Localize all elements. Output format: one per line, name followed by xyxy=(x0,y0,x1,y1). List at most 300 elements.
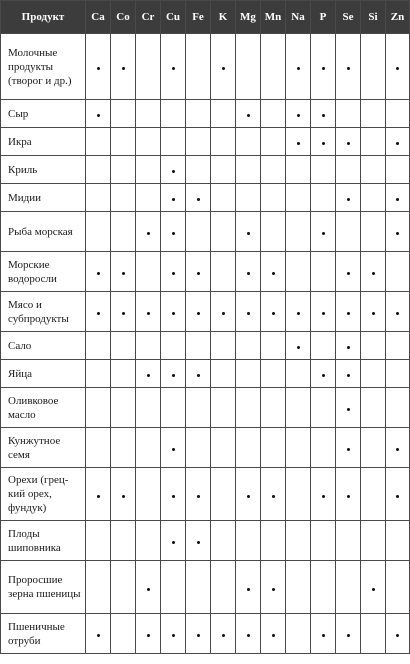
element-cell-na xyxy=(286,428,311,468)
element-cell-k xyxy=(211,428,236,468)
element-cell-si xyxy=(361,128,386,156)
element-cell-cr xyxy=(136,521,161,561)
element-cell-zn xyxy=(386,360,410,388)
element-cell-cr xyxy=(136,128,161,156)
presence-dot xyxy=(122,67,125,70)
element-cell-fe xyxy=(186,212,211,252)
product-name: Мидии xyxy=(1,184,86,212)
presence-dot xyxy=(247,312,250,315)
presence-dot xyxy=(297,67,300,70)
element-cell-cu xyxy=(161,360,186,388)
element-cell-se xyxy=(336,128,361,156)
header-element-se: Se xyxy=(336,1,361,34)
element-cell-zn xyxy=(386,332,410,360)
product-name: Сало xyxy=(1,332,86,360)
presence-dot xyxy=(322,495,325,498)
presence-dot xyxy=(172,448,175,451)
header-element-mn: Mn xyxy=(261,1,286,34)
table-body xyxy=(1,34,410,654)
product-name: Яйца xyxy=(1,360,86,388)
element-cell-p xyxy=(311,100,336,128)
element-cell-cu xyxy=(161,252,186,292)
element-cell-k xyxy=(211,614,236,654)
element-cell-mn xyxy=(261,360,286,388)
element-cell-co xyxy=(111,100,136,128)
element-cell-co xyxy=(111,614,136,654)
element-cell-k xyxy=(211,468,236,521)
presence-dot xyxy=(97,312,100,315)
presence-dot xyxy=(97,114,100,117)
presence-dot xyxy=(197,312,200,315)
table-row xyxy=(1,212,410,252)
product-name: Криль xyxy=(1,156,86,184)
element-cell-se xyxy=(336,100,361,128)
element-cell-ca xyxy=(86,614,111,654)
presence-dot xyxy=(272,588,275,591)
presence-dot xyxy=(372,588,375,591)
presence-dot xyxy=(172,634,175,637)
element-cell-cr xyxy=(136,360,161,388)
element-cell-mg xyxy=(236,614,261,654)
header-element-zn: Zn xyxy=(386,1,410,34)
presence-dot xyxy=(197,495,200,498)
presence-dot xyxy=(272,634,275,637)
presence-dot xyxy=(147,634,150,637)
table-row xyxy=(1,292,410,332)
element-cell-se xyxy=(336,360,361,388)
presence-dot xyxy=(247,114,250,117)
product-name: Орехи (грец-кий орех, фундук) xyxy=(1,468,86,521)
table-row xyxy=(1,428,410,468)
presence-dot xyxy=(272,495,275,498)
presence-dot xyxy=(322,312,325,315)
element-cell-fe xyxy=(186,388,211,428)
presence-dot xyxy=(197,634,200,637)
element-cell-fe xyxy=(186,521,211,561)
element-cell-k xyxy=(211,388,236,428)
element-cell-mn xyxy=(261,614,286,654)
element-cell-mg xyxy=(236,332,261,360)
element-cell-p xyxy=(311,521,336,561)
element-cell-cu xyxy=(161,128,186,156)
element-cell-ca xyxy=(86,292,111,332)
element-cell-fe xyxy=(186,428,211,468)
element-cell-si xyxy=(361,252,386,292)
element-cell-co xyxy=(111,184,136,212)
element-cell-p xyxy=(311,360,336,388)
element-cell-zn xyxy=(386,521,410,561)
element-cell-cu xyxy=(161,100,186,128)
element-cell-cr xyxy=(136,468,161,521)
product-name: Проросшие зерна пшеницы xyxy=(1,561,86,614)
presence-dot xyxy=(322,374,325,377)
presence-dot xyxy=(197,272,200,275)
element-cell-mg xyxy=(236,156,261,184)
element-cell-si xyxy=(361,292,386,332)
element-cell-zn xyxy=(386,34,410,100)
element-cell-k xyxy=(211,360,236,388)
presence-dot xyxy=(347,495,350,498)
presence-dot xyxy=(347,142,350,145)
presence-dot xyxy=(347,408,350,411)
table-row xyxy=(1,388,410,428)
presence-dot xyxy=(172,232,175,235)
element-cell-co xyxy=(111,428,136,468)
header-element-si: Si xyxy=(361,1,386,34)
presence-dot xyxy=(396,232,399,235)
element-cell-cr xyxy=(136,332,161,360)
presence-dot xyxy=(347,312,350,315)
presence-dot xyxy=(147,588,150,591)
element-cell-cr xyxy=(136,428,161,468)
element-cell-co xyxy=(111,252,136,292)
product-name: Молочные продукты (творог и др.) xyxy=(1,34,86,100)
presence-dot xyxy=(396,312,399,315)
table-row xyxy=(1,332,410,360)
product-name: Рыба морская xyxy=(1,212,86,252)
element-cell-si xyxy=(361,428,386,468)
presence-dot xyxy=(396,198,399,201)
element-cell-si xyxy=(361,332,386,360)
table-row xyxy=(1,156,410,184)
element-cell-mg xyxy=(236,388,261,428)
presence-dot xyxy=(347,448,350,451)
element-cell-mn xyxy=(261,428,286,468)
element-cell-mn xyxy=(261,252,286,292)
presence-dot xyxy=(197,541,200,544)
presence-dot xyxy=(272,312,275,315)
element-cell-co xyxy=(111,332,136,360)
element-cell-si xyxy=(361,614,386,654)
element-cell-co xyxy=(111,128,136,156)
element-cell-p xyxy=(311,388,336,428)
product-name: Сыр xyxy=(1,100,86,128)
presence-dot xyxy=(147,374,150,377)
element-cell-cu xyxy=(161,212,186,252)
element-cell-fe xyxy=(186,332,211,360)
header-element-fe: Fe xyxy=(186,1,211,34)
table-row xyxy=(1,360,410,388)
presence-dot xyxy=(347,198,350,201)
presence-dot xyxy=(322,232,325,235)
element-cell-ca xyxy=(86,332,111,360)
element-cell-mn xyxy=(261,521,286,561)
element-cell-se xyxy=(336,156,361,184)
element-cell-cr xyxy=(136,156,161,184)
element-cell-zn xyxy=(386,212,410,252)
element-cell-k xyxy=(211,332,236,360)
element-cell-fe xyxy=(186,252,211,292)
element-cell-p xyxy=(311,614,336,654)
presence-dot xyxy=(222,634,225,637)
element-cell-se xyxy=(336,184,361,212)
presence-dot xyxy=(122,495,125,498)
element-cell-p xyxy=(311,468,336,521)
element-cell-zn xyxy=(386,614,410,654)
header-element-cu: Cu xyxy=(161,1,186,34)
element-cell-cr xyxy=(136,184,161,212)
product-name: Пшеничные отруби xyxy=(1,614,86,654)
presence-dot xyxy=(172,312,175,315)
element-cell-mn xyxy=(261,561,286,614)
element-cell-k xyxy=(211,561,236,614)
element-cell-cr xyxy=(136,561,161,614)
table-row xyxy=(1,521,410,561)
element-cell-ca xyxy=(86,468,111,521)
presence-dot xyxy=(172,374,175,377)
element-cell-k xyxy=(211,252,236,292)
element-cell-p xyxy=(311,561,336,614)
element-cell-na xyxy=(286,292,311,332)
element-cell-na xyxy=(286,156,311,184)
presence-dot xyxy=(297,142,300,145)
presence-dot xyxy=(396,448,399,451)
element-cell-si xyxy=(361,212,386,252)
element-cell-se xyxy=(336,614,361,654)
element-cell-cu xyxy=(161,561,186,614)
presence-dot xyxy=(347,272,350,275)
element-cell-mn xyxy=(261,100,286,128)
element-cell-ca xyxy=(86,100,111,128)
presence-dot xyxy=(396,67,399,70)
element-cell-mn xyxy=(261,156,286,184)
element-cell-mg xyxy=(236,212,261,252)
presence-dot xyxy=(372,272,375,275)
element-cell-cr xyxy=(136,100,161,128)
presence-dot xyxy=(347,374,350,377)
product-name: Плоды шиповника xyxy=(1,521,86,561)
header-element-k: K xyxy=(211,1,236,34)
element-cell-cu xyxy=(161,332,186,360)
element-cell-fe xyxy=(186,561,211,614)
table-row xyxy=(1,614,410,654)
presence-dot xyxy=(322,114,325,117)
element-cell-na xyxy=(286,332,311,360)
table-row xyxy=(1,34,410,100)
element-cell-cr xyxy=(136,292,161,332)
element-cell-cu xyxy=(161,428,186,468)
element-cell-zn xyxy=(386,388,410,428)
element-cell-zn xyxy=(386,428,410,468)
presence-dot xyxy=(247,495,250,498)
element-cell-mn xyxy=(261,128,286,156)
element-cell-mg xyxy=(236,360,261,388)
element-cell-co xyxy=(111,292,136,332)
element-cell-ca xyxy=(86,212,111,252)
element-cell-mg xyxy=(236,128,261,156)
element-cell-ca xyxy=(86,428,111,468)
element-cell-fe xyxy=(186,614,211,654)
presence-dot xyxy=(297,114,300,117)
product-name: Мясо и субпродукты xyxy=(1,292,86,332)
element-cell-se xyxy=(336,252,361,292)
element-cell-na xyxy=(286,100,311,128)
element-cell-mn xyxy=(261,34,286,100)
element-cell-si xyxy=(361,156,386,184)
presence-dot xyxy=(122,272,125,275)
element-cell-na xyxy=(286,388,311,428)
header-row xyxy=(1,1,410,34)
element-cell-mn xyxy=(261,184,286,212)
presence-dot xyxy=(172,272,175,275)
element-cell-se xyxy=(336,332,361,360)
element-cell-co xyxy=(111,212,136,252)
element-cell-mg xyxy=(236,34,261,100)
element-cell-na xyxy=(286,521,311,561)
element-cell-mg xyxy=(236,468,261,521)
product-name: Оливковое масло xyxy=(1,388,86,428)
element-cell-ca xyxy=(86,34,111,100)
element-cell-se xyxy=(336,521,361,561)
element-cell-p xyxy=(311,212,336,252)
presence-dot xyxy=(222,67,225,70)
presence-dot xyxy=(272,272,275,275)
element-cell-co xyxy=(111,156,136,184)
element-cell-k xyxy=(211,100,236,128)
element-cell-fe xyxy=(186,360,211,388)
header-element-co: Co xyxy=(111,1,136,34)
element-cell-ca xyxy=(86,521,111,561)
presence-dot xyxy=(247,232,250,235)
element-cell-p xyxy=(311,128,336,156)
presence-dot xyxy=(147,232,150,235)
header-element-mg: Mg xyxy=(236,1,261,34)
presence-dot xyxy=(322,67,325,70)
element-cell-na xyxy=(286,252,311,292)
element-cell-se xyxy=(336,388,361,428)
element-cell-ca xyxy=(86,360,111,388)
element-cell-p xyxy=(311,332,336,360)
element-cell-mn xyxy=(261,292,286,332)
element-cell-k xyxy=(211,292,236,332)
element-cell-mn xyxy=(261,332,286,360)
header-element-na: Na xyxy=(286,1,311,34)
element-cell-p xyxy=(311,34,336,100)
element-cell-cr xyxy=(136,388,161,428)
element-cell-fe xyxy=(186,156,211,184)
header-element-cr: Cr xyxy=(136,1,161,34)
element-cell-na xyxy=(286,212,311,252)
table-row xyxy=(1,100,410,128)
element-cell-ca xyxy=(86,561,111,614)
element-cell-si xyxy=(361,561,386,614)
element-cell-mn xyxy=(261,388,286,428)
element-cell-ca xyxy=(86,252,111,292)
element-cell-mg xyxy=(236,292,261,332)
element-cell-se xyxy=(336,561,361,614)
presence-dot xyxy=(396,634,399,637)
presence-dot xyxy=(97,272,100,275)
element-cell-fe xyxy=(186,100,211,128)
element-cell-fe xyxy=(186,128,211,156)
presence-dot xyxy=(172,170,175,173)
element-cell-p xyxy=(311,252,336,292)
element-cell-si xyxy=(361,521,386,561)
presence-dot xyxy=(396,142,399,145)
element-cell-ca xyxy=(86,128,111,156)
element-cell-na xyxy=(286,468,311,521)
presence-dot xyxy=(297,346,300,349)
element-cell-co xyxy=(111,388,136,428)
element-cell-na xyxy=(286,128,311,156)
element-cell-zn xyxy=(386,184,410,212)
element-cell-se xyxy=(336,212,361,252)
element-cell-cr xyxy=(136,34,161,100)
element-cell-ca xyxy=(86,388,111,428)
table-row xyxy=(1,128,410,156)
element-cell-si xyxy=(361,34,386,100)
presence-dot xyxy=(197,374,200,377)
presence-dot xyxy=(97,634,100,637)
element-cell-p xyxy=(311,428,336,468)
header-element-p: P xyxy=(311,1,336,34)
element-cell-cr xyxy=(136,212,161,252)
table-row xyxy=(1,468,410,521)
element-cell-si xyxy=(361,100,386,128)
element-cell-na xyxy=(286,184,311,212)
element-cell-mg xyxy=(236,561,261,614)
element-cell-k xyxy=(211,521,236,561)
element-cell-se xyxy=(336,428,361,468)
element-cell-zn xyxy=(386,128,410,156)
element-cell-cu xyxy=(161,156,186,184)
element-cell-co xyxy=(111,34,136,100)
element-cell-se xyxy=(336,468,361,521)
table-row xyxy=(1,252,410,292)
element-cell-na xyxy=(286,34,311,100)
element-cell-p xyxy=(311,292,336,332)
element-cell-zn xyxy=(386,292,410,332)
element-cell-mg xyxy=(236,184,261,212)
element-cell-si xyxy=(361,184,386,212)
element-cell-p xyxy=(311,156,336,184)
presence-dot xyxy=(97,67,100,70)
presence-dot xyxy=(172,67,175,70)
element-cell-fe xyxy=(186,468,211,521)
header-element-ca: Ca xyxy=(86,1,111,34)
presence-dot xyxy=(172,495,175,498)
element-cell-cu xyxy=(161,521,186,561)
element-cell-cr xyxy=(136,252,161,292)
element-cell-zn xyxy=(386,100,410,128)
element-cell-zn xyxy=(386,156,410,184)
presence-dot xyxy=(147,312,150,315)
element-cell-mg xyxy=(236,100,261,128)
element-cell-cr xyxy=(136,614,161,654)
element-cell-fe xyxy=(186,34,211,100)
element-cell-si xyxy=(361,388,386,428)
element-cell-si xyxy=(361,360,386,388)
element-cell-se xyxy=(336,34,361,100)
element-cell-fe xyxy=(186,184,211,212)
element-cell-co xyxy=(111,521,136,561)
element-cell-fe xyxy=(186,292,211,332)
element-cell-mn xyxy=(261,212,286,252)
element-cell-se xyxy=(336,292,361,332)
product-name: Кунжутное семя xyxy=(1,428,86,468)
element-cell-zn xyxy=(386,252,410,292)
element-cell-na xyxy=(286,360,311,388)
element-cell-k xyxy=(211,156,236,184)
table-row xyxy=(1,184,410,212)
element-cell-p xyxy=(311,184,336,212)
header-product: Продукт xyxy=(1,1,86,34)
presence-dot xyxy=(222,312,225,315)
presence-dot xyxy=(172,198,175,201)
presence-dot xyxy=(97,495,100,498)
element-cell-ca xyxy=(86,156,111,184)
presence-dot xyxy=(247,634,250,637)
